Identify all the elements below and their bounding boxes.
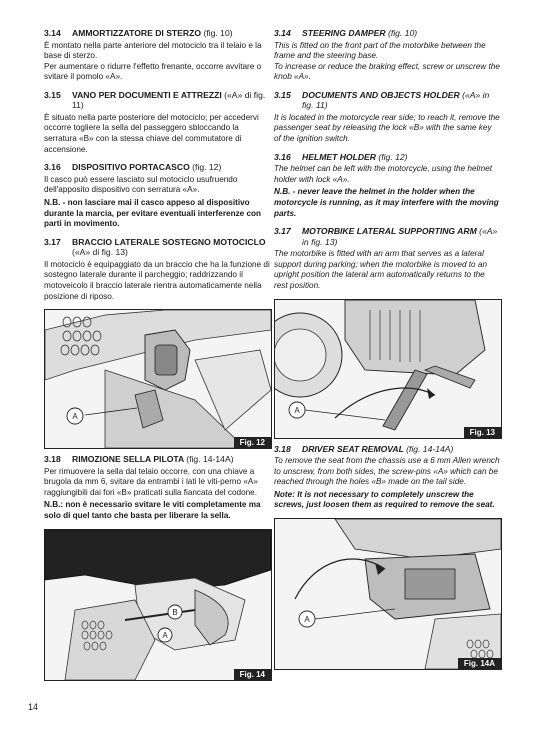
note: Note: It is not necessary to completely unscrew the screws, just loosen them as required to remove the seat. — [274, 489, 495, 510]
section-3-18-it — [44, 454, 270, 521]
figure-label: Fig. 14 — [234, 669, 271, 680]
section-number: 3.16 — [44, 162, 61, 173]
section-ref: (fig. 14-14A) — [406, 443, 454, 454]
section-title: RIMOZIONE SELLA PILOTA — [72, 454, 184, 465]
paragraph: Il casco può essere lasciato sul motociclo usufruendo dell'apposito dispositivo con serratura «A». — [44, 174, 238, 195]
figure-14a — [274, 518, 502, 670]
callout-a: A — [72, 412, 78, 422]
section-ref: (fig. 12) — [192, 162, 222, 173]
paragraph: This is fitted on the front part of the motorbike between the frame and the steering base. — [274, 40, 486, 61]
section-number: 3.18 — [44, 454, 61, 465]
section-heading — [274, 28, 500, 39]
paragraph: It is located in the motorcycle rear side; to reach it, remove the passenger seat by releasing the lock «B» with the same key of the ignition switch. — [274, 112, 500, 144]
section-3-17-it — [44, 237, 270, 302]
section-ref: («A» in fig. 11) — [302, 89, 490, 111]
section-heading — [274, 444, 500, 455]
section-title: AMMORTIZZATORE DI STERZO — [72, 28, 202, 38]
note: N.B.: non è necessario svitare le viti completamente ma solo di quel tanto che basta per liberare la sella. — [44, 500, 261, 520]
side-stand-illustration — [275, 300, 501, 438]
note: N.B. - non lasciare mai il casco appeso al dispositivo durante la marcia, per evitare eventuali interferenze con parti in movimento. — [44, 197, 262, 229]
section-3-14-en — [274, 28, 500, 83]
italian-column — [44, 28, 270, 686]
callout-a: A — [304, 614, 310, 624]
section-heading — [44, 28, 270, 39]
paragraph: The motorbike is fitted with an arm that serves as a lateral support during parking; when the motorbike is moved to an upright position the lateral arm automatically returns to the rest position. — [274, 249, 487, 290]
paragraph: To remove the seat from the chassis use a 6 mm Allen wrench to unscrew, from both sides, the screw-pins «A» which can be reached through the holes «B» made on the tail side. — [274, 456, 500, 487]
english-column — [274, 28, 500, 675]
section-ref: («A» di fig. 13) — [72, 247, 128, 258]
paragraph: Per rimuovere la sella dal telaio occorre, con una chiave a brugola da mm 6, svitare da entrambi i lati le viti-perno «A» raggiungibili dai fori «B» praticati sulla fiancata del codone. — [44, 466, 258, 497]
section-ref: (fig. 14-14A) — [186, 454, 234, 465]
callout-a: A — [294, 405, 300, 415]
section-number: 3.15 — [44, 89, 61, 100]
figure-label: Fig. 13 — [464, 427, 501, 438]
section-title: HELMET HOLDER — [302, 151, 376, 162]
seat-removal-detail-illustration — [275, 519, 501, 669]
section-number: 3.18 — [274, 443, 291, 454]
callout-a: A — [162, 630, 168, 640]
section-3-15-en — [274, 90, 500, 145]
page-number: 14 — [28, 702, 39, 712]
section-ref: («A» in fig. 13) — [302, 226, 498, 247]
section-heading — [44, 454, 270, 465]
paragraph: È situato nella parte posteriore del motociclo; per accedervi occorre togliere la sella del passeggero sbloccando la serratura «B» con la stessa chiave del commutatore di accensione. — [44, 112, 259, 154]
figure-13 — [274, 299, 502, 439]
section-title: MOTORBIKE LATERAL SUPPORTING ARM — [302, 226, 477, 237]
section-3-18-en — [274, 444, 500, 511]
section-heading — [274, 226, 500, 247]
section-number: 3.16 — [274, 151, 291, 162]
figure-14 — [44, 529, 272, 681]
paragraph: To increase or reduce the braking effect, screw or unscrew the knob «A». — [274, 61, 500, 82]
section-title: BRACCIO LATERALE SOSTEGNO MOTOCICLO — [72, 236, 266, 247]
section-ref: (fig. 12) — [378, 151, 408, 162]
section-number: 3.17 — [274, 226, 291, 237]
figure-label: Fig. 12 — [234, 437, 271, 448]
note: N.B. - never leave the helmet in the holder when the motorcycle is running, as it may interfere with the moving parts. — [274, 187, 499, 218]
section-heading — [44, 162, 270, 173]
section-3-16-it — [44, 162, 270, 229]
paragraph: Per aumentare o ridurre l'effetto frenante, occorre avvitare o svitare il pomolo «A». — [44, 61, 262, 82]
section-ref: (fig. 10) — [203, 28, 233, 38]
section-ref: («A» di fig. 11) — [72, 89, 266, 111]
section-title: DRIVER SEAT REMOVAL — [302, 443, 404, 454]
figure-12 — [44, 309, 272, 449]
section-heading — [44, 90, 270, 111]
callout-b: B — [172, 607, 178, 617]
section-number: 3.14 — [44, 28, 61, 38]
section-number: 3.14 — [274, 28, 291, 38]
seat-removal-illustration — [45, 530, 271, 680]
section-3-15-it — [44, 90, 270, 155]
section-title: DOCUMENTS AND OBJECTS HOLDER — [302, 89, 460, 100]
paragraph: È montato nella parte anteriore del motociclo tra il telaio e la base di sterzo. — [44, 40, 262, 61]
paragraph: Il motociclo è equipaggiato da un braccio che ha la funzione di sostegno laterale durante il parcheggio; raddrizzando il motoveicolo il braccio laterale rientra automaticamente nella posizione di riposo. — [44, 259, 270, 301]
section-3-17-en — [274, 226, 500, 291]
figure-label: Fig. 14A — [458, 658, 501, 669]
paragraph: The helmet can be left with the motorcycle, using the helmet holder with lock «A». — [274, 164, 492, 184]
section-ref: (fig. 10) — [387, 28, 418, 38]
section-number: 3.17 — [44, 236, 61, 247]
section-3-16-en — [274, 152, 500, 219]
section-number: 3.15 — [274, 89, 291, 100]
section-heading — [44, 237, 270, 258]
section-title: STEERING DAMPER — [302, 28, 386, 38]
section-3-14-it — [44, 28, 270, 83]
helmet-holder-illustration — [45, 310, 271, 448]
section-heading — [274, 90, 500, 111]
section-title: DISPOSITIVO PORTACASCO — [72, 162, 190, 173]
section-heading — [274, 152, 500, 163]
section-title: VANO PER DOCUMENTI E ATTREZZI — [72, 89, 222, 100]
